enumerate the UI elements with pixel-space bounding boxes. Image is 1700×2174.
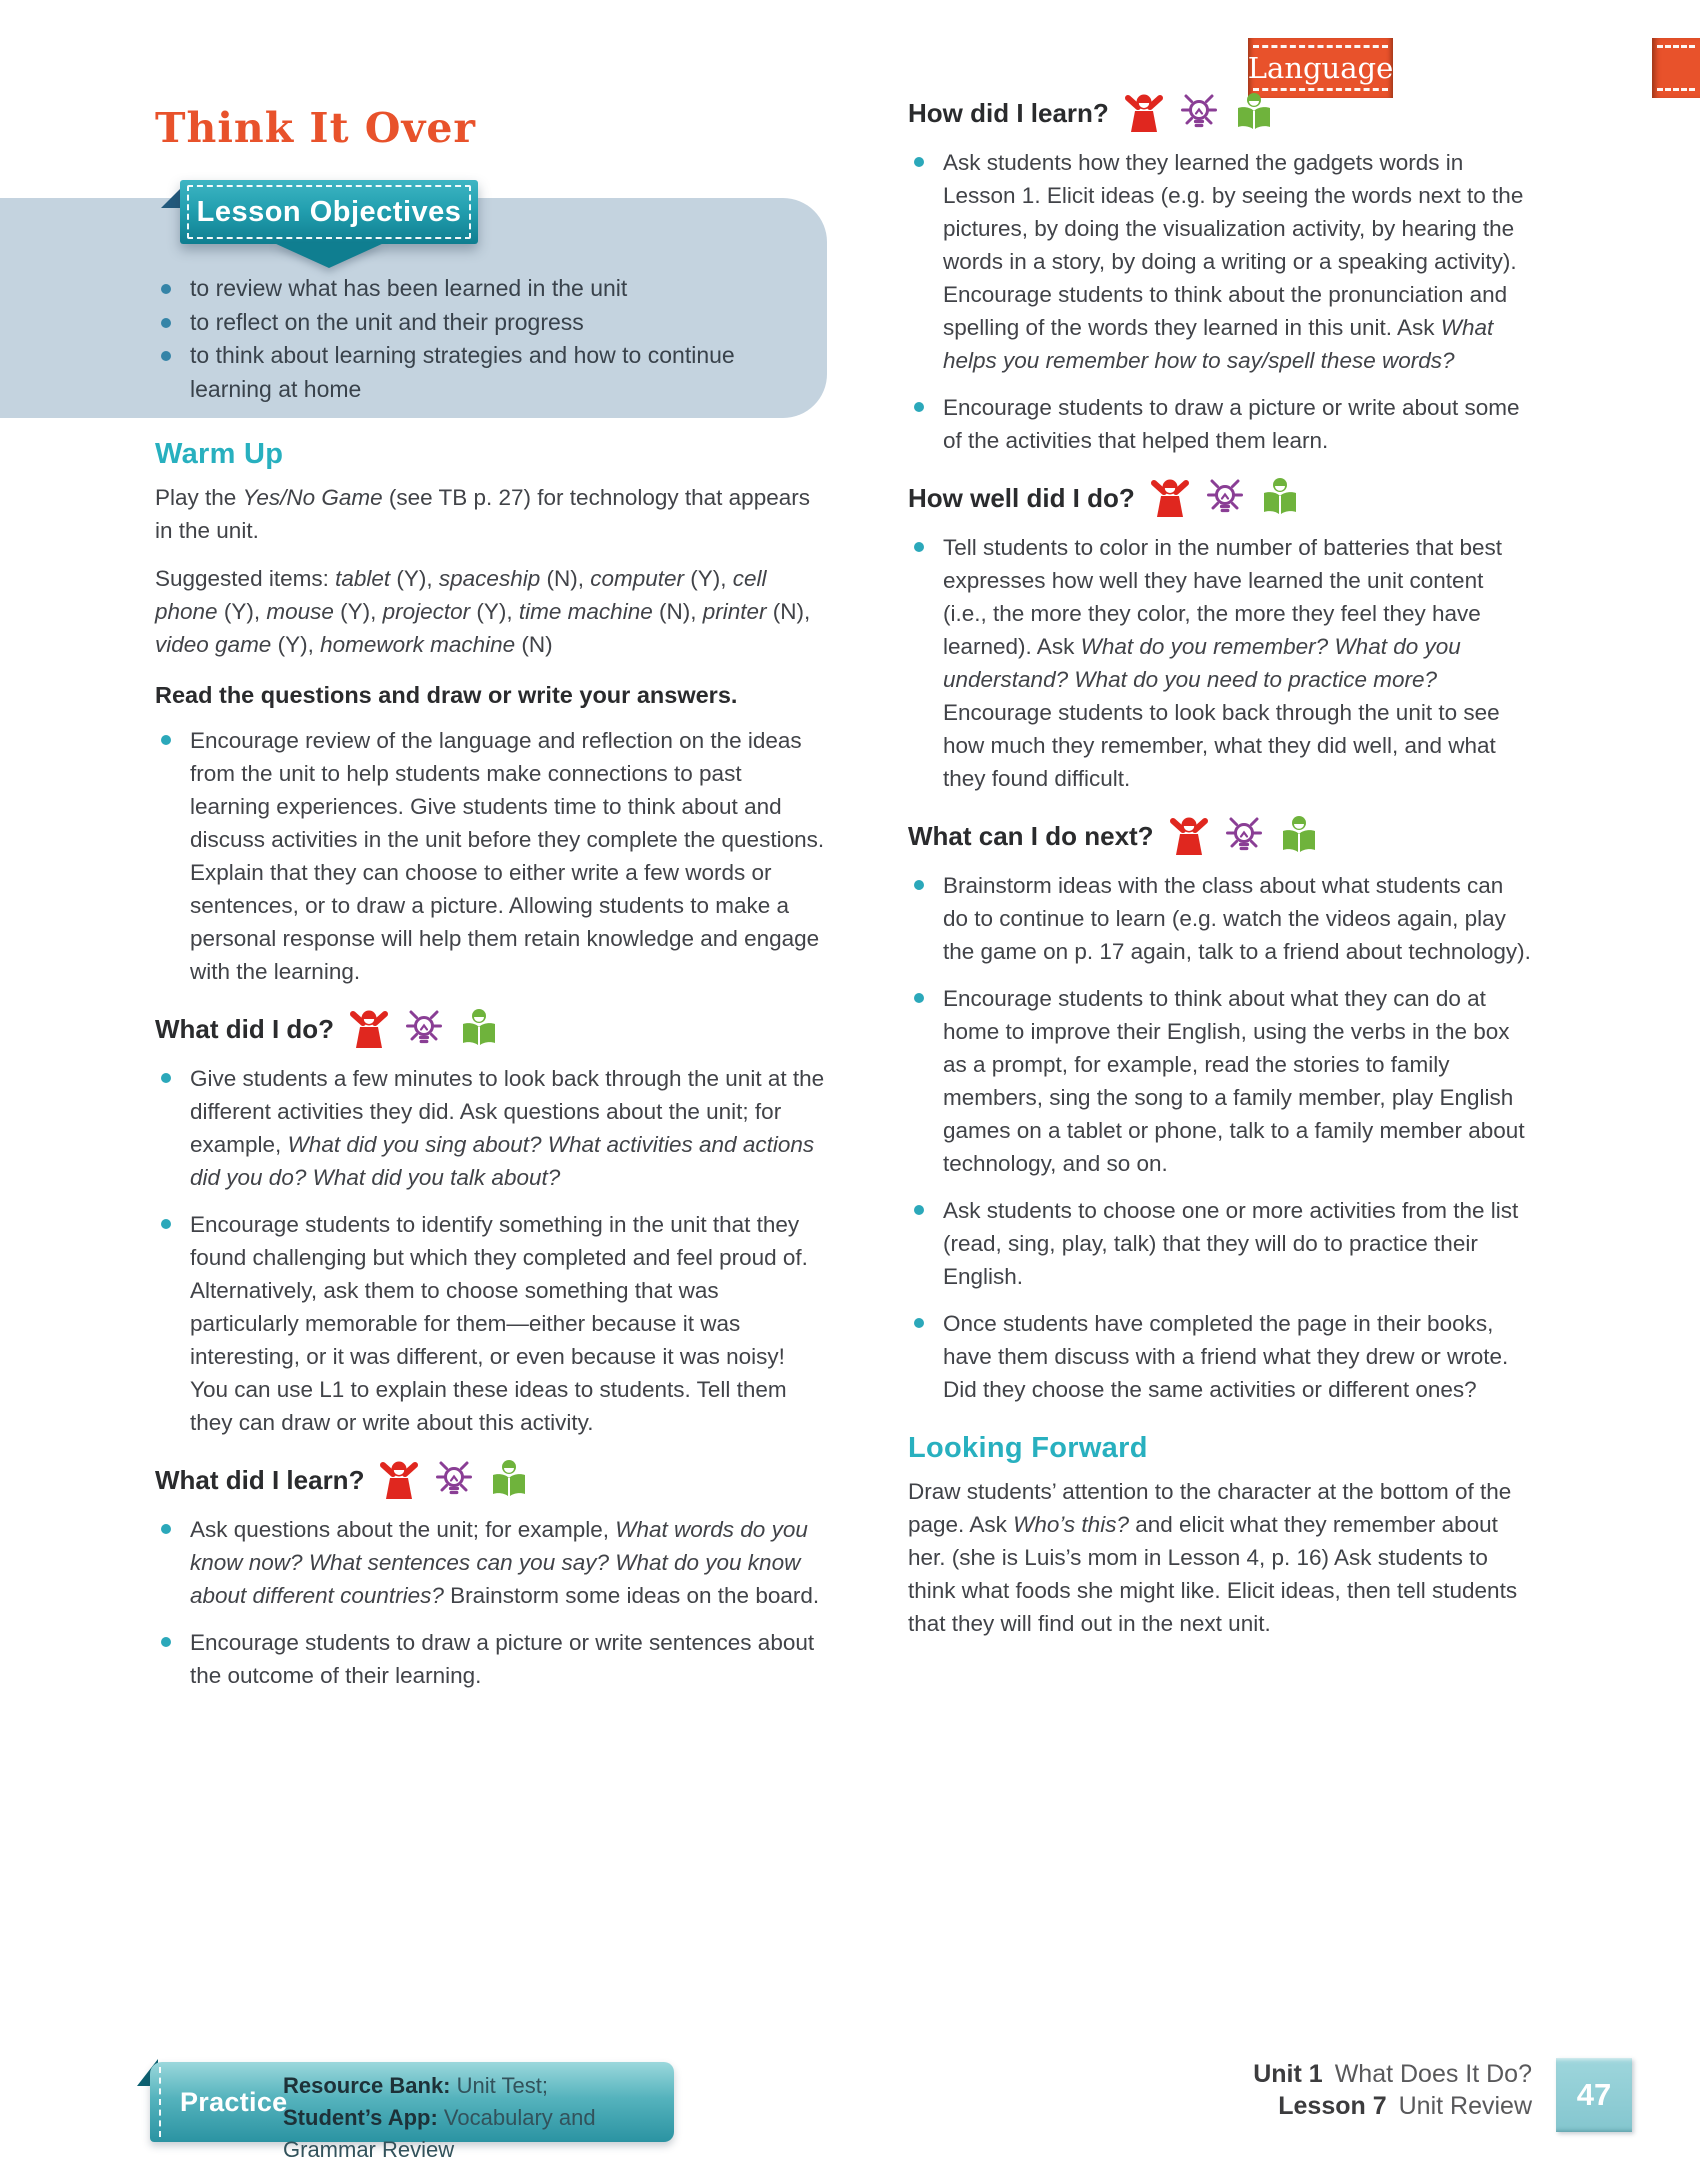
- question-heading: [908, 477, 1533, 519]
- practice-label: Practice: [180, 2086, 288, 2117]
- bullet-item: Ask students to choose one or more activities from the list (read, sing, play, talk) that they will do to practice their English.: [908, 1194, 1533, 1293]
- bullet-item: Give students a few minutes to look back through the unit at the different activities they did. Ask questions about the unit; for example, What did you sing about? What activities and actions did you do? What did you talk about?: [155, 1062, 827, 1194]
- page-edge-ribbon: [1652, 38, 1700, 98]
- page-number: 47: [1576, 2077, 1612, 2112]
- right-column: [908, 92, 1533, 1655]
- page-number-badge: [1556, 2058, 1632, 2132]
- objectives-list: [155, 272, 800, 406]
- objective-item: to review what has been learned in the unit: [155, 272, 800, 306]
- happy-child-icon: [379, 1459, 419, 1501]
- reading-child-icon: [459, 1008, 499, 1050]
- question-heading: [908, 815, 1533, 857]
- footer-unit-line: [1253, 2058, 1532, 2090]
- happy-child-icon: [1169, 815, 1209, 857]
- question-heading-label: What can I do next?: [908, 820, 1154, 851]
- lightbulb-icon: [404, 1008, 444, 1050]
- paragraph: Suggested items: tablet (Y), spaceship (N), computer (Y), cell phone (Y), mouse (Y), projector (Y), time machine (N), printer (N), video game (Y), homework machine (N): [155, 566, 811, 657]
- happy-child-icon: [349, 1008, 389, 1050]
- lesson-title: Unit Review: [1398, 2092, 1532, 2120]
- bullet-item: Encourage review of the language and reflection on the ideas from the unit to help students make connections to past learning experiences. Give students time to think about and discuss activities in the unit before they complete the questions. Explain that they can choose to either write a few words or sentences, or to draw a picture. Allowing students to make a personal response will help them retain knowledge and engage with the learning.: [155, 724, 827, 988]
- reading-child-icon: [1234, 92, 1274, 134]
- language-badge-label: Language: [1247, 51, 1394, 85]
- footer-reference: [1253, 2058, 1532, 2122]
- bullet-item: Encourage students to think about what they can do at home to improve their English, using the verbs in the box as a prompt, for example, read the stories to family members, sing the song to a family member, play English games on a tablet or phone, talk to a family member about technology, and so on.: [908, 982, 1533, 1180]
- question-heading: [155, 1008, 827, 1050]
- bullet-item: Ask questions about the unit; for example, What words do you know now? What sentences can you say? What do you know about different countries? Brainstorm some ideas on the board.: [155, 1513, 827, 1612]
- lightbulb-icon: [434, 1459, 474, 1501]
- bullet-item: Encourage students to draw a picture or write about some of the activities that helped them learn.: [908, 391, 1533, 457]
- resource-bank-line: [283, 2070, 674, 2102]
- ribbon-dashed-border: [187, 185, 471, 239]
- reading-child-icon: [1279, 815, 1319, 857]
- students-app-line: [283, 2102, 674, 2166]
- question-heading-label: What did I do?: [155, 1013, 335, 1044]
- question-heading: [155, 1459, 827, 1501]
- bullet-item: Ask students how they learned the gadgets words in Lesson 1. Elicit ideas (e.g. by seeing the words next to the pictures, by doing the visualization activity, by hearing the words in a story, by doing a writing or a speaking activity). Encourage students to think about the pronunciation and spelling of the words they learned in this unit. Ask What helps you remember how to say/spell these words?: [908, 146, 1533, 377]
- question-heading-label: How did I learn?: [908, 97, 1109, 128]
- unit-label: Unit 1: [1253, 2060, 1323, 2088]
- footer-lesson-line: [1253, 2090, 1532, 2122]
- question-heading-label: How well did I do?: [908, 482, 1135, 513]
- instruction-line: Read the questions and draw or write your answers.: [155, 682, 738, 708]
- resource-bank-value: Unit Test;: [456, 2073, 548, 2098]
- lesson-objectives-ribbon: [180, 180, 478, 244]
- question-heading: [908, 92, 1533, 134]
- paragraph: Draw students’ attention to the character at the bottom of the page. Ask Who’s this? and elicit what they remember about her. (she is Luis’s mom in Lesson 4, p. 16) Ask students to think what foods she might like. Elicit ideas, then tell students that they will find out in the next unit.: [908, 1479, 1518, 1636]
- happy-child-icon: [1150, 477, 1190, 519]
- lesson-label: Lesson 7: [1278, 2092, 1387, 2120]
- lightbulb-icon: [1205, 477, 1245, 519]
- practice-banner: [150, 2062, 674, 2162]
- practice-info: [283, 2070, 674, 2166]
- bullet-item: Brainstorm ideas with the class about what students can do to continue to learn (e.g. watch the videos again, play the game on p. 17 again, talk to a friend about technology).: [908, 869, 1533, 968]
- bullet-item: Once students have completed the page in their books, have them discuss with a friend what they drew or wrote. Did they choose the same activities or different ones?: [908, 1307, 1533, 1406]
- lightbulb-icon: [1224, 815, 1264, 857]
- question-heading-label: What did I learn?: [155, 1464, 365, 1495]
- objective-item: to reflect on the unit and their progress: [155, 306, 800, 340]
- resource-bank-label: Resource Bank:: [283, 2073, 451, 2098]
- ribbon-notch: [274, 243, 384, 268]
- section-heading: Warm Up: [155, 438, 284, 470]
- happy-child-icon: [1124, 92, 1164, 134]
- section-heading: Looking Forward: [908, 1432, 1148, 1464]
- language-badge: [1248, 38, 1393, 98]
- bullet-item: Tell students to color in the number of batteries that best expresses how well they have learned the unit content (i.e., the more they color, the more they feel they have learned). Ask What do you remember? What do you understand? What do you need to practice more? Encourage students to look back through the unit to see how much they remember, what they did well, and what they found difficult.: [908, 531, 1533, 795]
- lightbulb-icon: [1179, 92, 1219, 134]
- reading-child-icon: [1260, 477, 1300, 519]
- students-app-value: Vocabulary and Grammar Review: [283, 2105, 596, 2162]
- bullet-item: Encourage students to draw a picture or write sentences about the outcome of their learning.: [155, 1626, 827, 1692]
- left-column: [155, 438, 827, 1706]
- students-app-label: Student’s App:: [283, 2105, 438, 2130]
- objective-item: to think about learning strategies and how to continue learning at home: [155, 339, 800, 406]
- lesson-objectives-label: Lesson Objectives: [196, 195, 462, 228]
- page-title: Think It Over: [155, 104, 477, 152]
- bullet-item: Encourage students to identify something in the unit that they found challenging but which they completed and feel proud of. Alternatively, ask them to choose something that was particularly memorable for them—either because it was interesting, or it was different, or even because it was noisy! You can use L1 to explain these ideas to students. Tell them they can draw or write about this activity.: [155, 1208, 827, 1439]
- reading-child-icon: [489, 1459, 529, 1501]
- unit-title: What Does It Do?: [1334, 2060, 1532, 2088]
- paragraph: Play the Yes/No Game (see TB p. 27) for technology that appears in the unit.: [155, 485, 810, 543]
